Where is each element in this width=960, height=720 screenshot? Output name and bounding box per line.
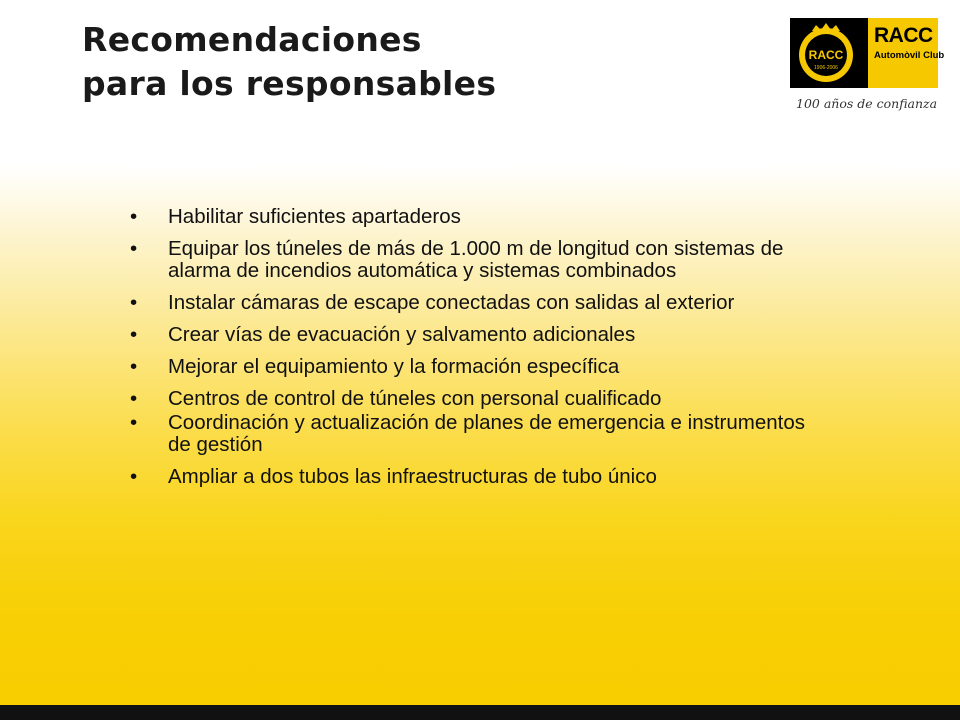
- racc-emblem-icon: [794, 21, 858, 85]
- list-item-text: Equipar los túneles de más de 1.000 m de longitud con sistemas de alarma de incendios automática y sistemas combinados: [168, 237, 784, 282]
- list-item-text: Mejorar el equipamiento y la formación específica: [168, 355, 620, 378]
- list-item: [130, 388, 830, 410]
- bullet-icon: •: [130, 411, 138, 434]
- list-item: [130, 324, 830, 346]
- slide-title: [82, 18, 496, 106]
- list-item-text: Habilitar suficientes apartaderos: [168, 205, 461, 228]
- list-item-text: Instalar cámaras de escape conectadas con salidas al exterior: [168, 291, 735, 314]
- logo-subtitle: Automòvil Club: [874, 50, 945, 61]
- bullet-icon: •: [130, 291, 138, 314]
- bullet-icon: •: [130, 323, 138, 346]
- list-item: [130, 412, 830, 456]
- list-item-text: Centros de control de túneles con personal cualificado: [168, 387, 662, 410]
- bullet-icon: •: [130, 205, 138, 228]
- recommendations-list: [130, 206, 830, 498]
- emblem-text: RACC: [808, 48, 844, 62]
- emblem-years: 1906-2006: [814, 65, 838, 71]
- logo-name: RACC: [874, 24, 933, 47]
- list-item: [130, 356, 830, 378]
- bullet-icon: •: [130, 465, 138, 488]
- logo-tagline: 100 años de confianza: [796, 96, 938, 111]
- list-item-text: Crear vías de evacuación y salvamento adicionales: [168, 323, 636, 346]
- list-item: [130, 292, 830, 314]
- list-item: [130, 238, 830, 282]
- list-item-text: Ampliar a dos tubos las infraestructuras de tubo único: [168, 465, 657, 488]
- bullet-icon: •: [130, 387, 138, 410]
- list-item-text: Coordinación y actualización de planes de emergencia e instrumentos de gestión: [168, 411, 806, 456]
- slide-title-line: para los responsables: [82, 64, 497, 103]
- footer-bar: [0, 705, 960, 720]
- list-item: [130, 466, 830, 488]
- racc-logo: [790, 18, 950, 118]
- bullet-icon: •: [130, 237, 138, 260]
- bullet-icon: •: [130, 355, 138, 378]
- slide-title-line: Recomendaciones: [82, 20, 422, 59]
- list-item: [130, 206, 830, 228]
